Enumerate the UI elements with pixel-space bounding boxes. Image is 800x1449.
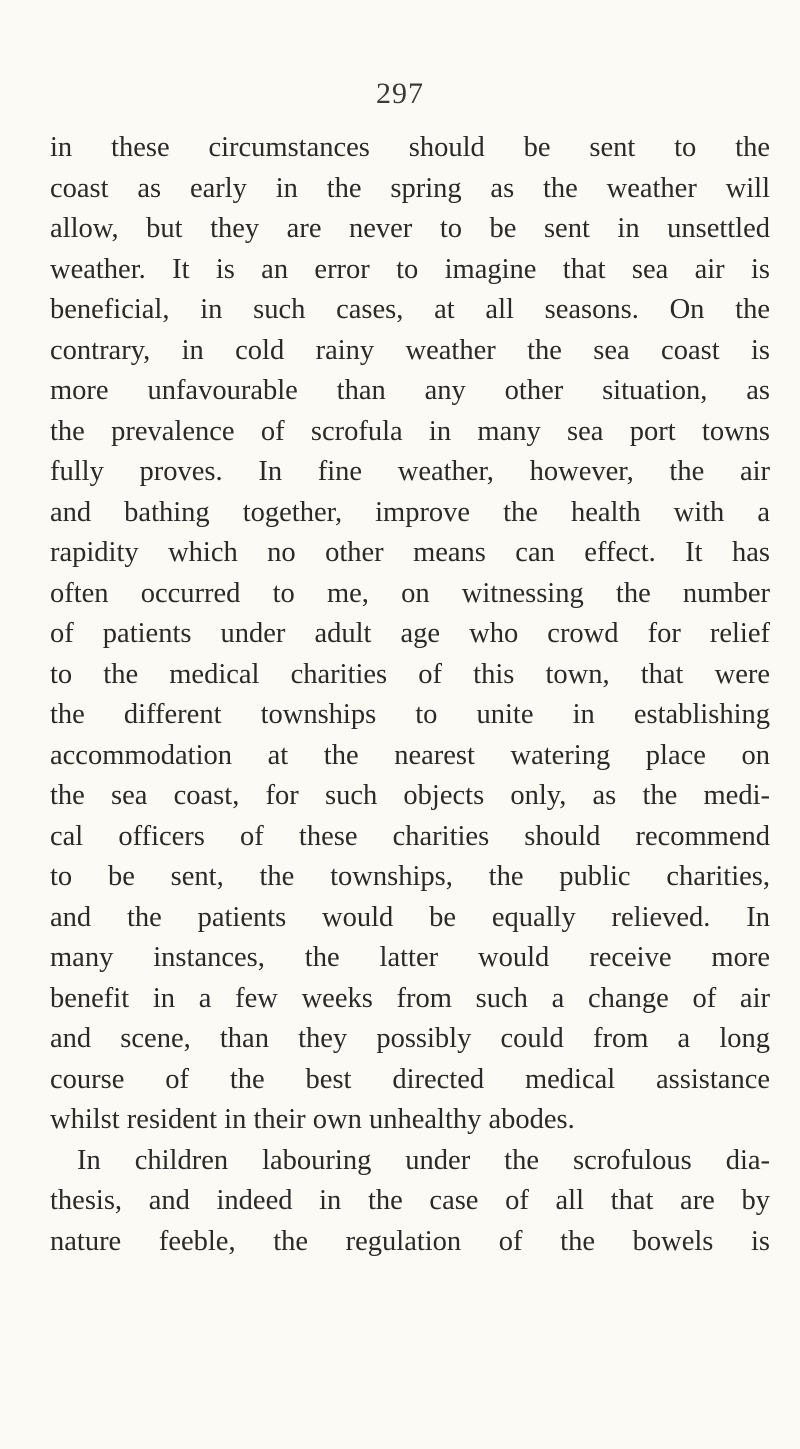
text-line: weather. It is an error to imagine that sea air is [50, 253, 770, 285]
text-line: and scene, than they possibly could from a long [50, 1023, 770, 1054]
text-line: and the patients would be equally relieved. In [50, 901, 770, 933]
text-line: allow, but they are never to be sent in unsettled [50, 213, 770, 244]
text-line: the different townships to unite in establishing [50, 699, 770, 730]
text-line: to the medical charities of this town, that were [50, 658, 770, 690]
text-line: many instances, the latter would receive more [50, 942, 770, 973]
paragraph-end-line: whilst resident in their own unhealthy abodes. [50, 1104, 575, 1135]
page-number: 297 [376, 77, 424, 110]
text-line: rapidity which no other means can effect. It has [50, 537, 770, 568]
paragraph-start-line: In children labouring under the scrofulous dia- [77, 1144, 770, 1176]
body-text [50, 128, 770, 1262]
text-line: course of the best directed medical assistance [50, 1063, 770, 1095]
text-line: coast as early in the spring as the weather will [50, 172, 770, 204]
text-line: more unfavourable than any other situation, as [50, 375, 770, 406]
text-line: in these circumstances should be sent to the [50, 132, 770, 163]
text-line: thesis, and indeed in the case of all that are by [50, 1185, 770, 1216]
text-line: the prevalence of scrofula in many sea port towns [50, 415, 770, 447]
text-line: benefit in a few weeks from such a change of air [50, 982, 770, 1014]
text-line: cal officers of these charities should recommend [50, 820, 770, 852]
text-line: to be sent, the townships, the public charities, [50, 861, 770, 892]
text-line: the sea coast, for such objects only, as the medi- [50, 780, 770, 811]
text-line: contrary, in cold rainy weather the sea coast is [50, 334, 770, 366]
text-line: of patients under adult age who crowd for relief [50, 618, 770, 649]
text-line: and bathing together, improve the health with a [50, 496, 770, 528]
text-line: fully proves. In fine weather, however, the air [50, 456, 770, 487]
text-line: often occurred to me, on witnessing the number [50, 577, 770, 609]
text-line: nature feeble, the regulation of the bowels is [50, 1225, 770, 1257]
text-line: beneficial, in such cases, at all seasons. On the [50, 294, 770, 325]
text-line: accommodation at the nearest watering place on [50, 739, 770, 771]
